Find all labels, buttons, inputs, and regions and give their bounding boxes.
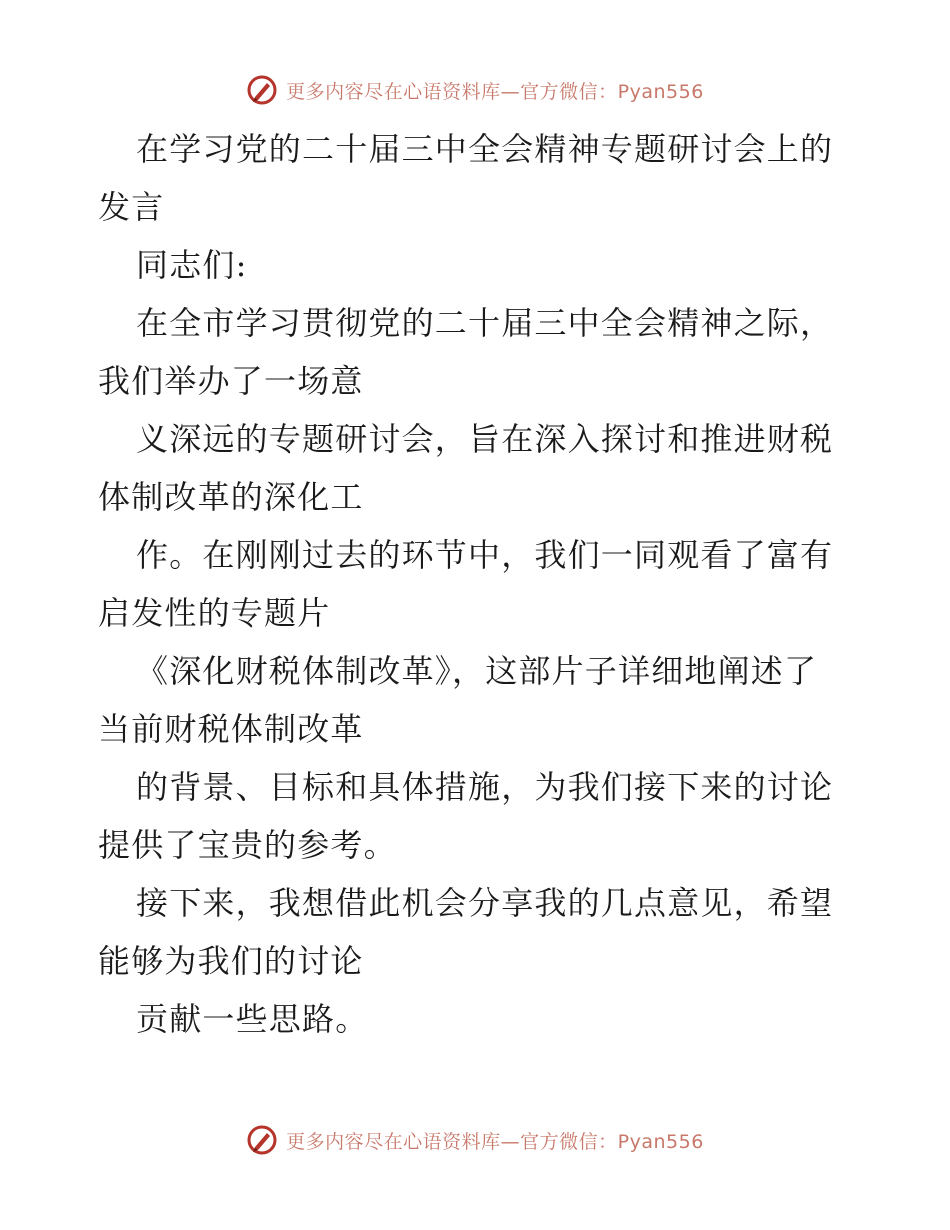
title-line-1: 在学习党的二十届三中全会精神专题研讨会上的 — [136, 130, 834, 168]
paragraph-line: 作。在刚刚过去的环节中，我们一同观看了富有 — [136, 536, 834, 574]
paragraph-line: 提供了宝贵的参考。 — [98, 826, 397, 864]
paragraph-line: 体制改革的深化工 — [98, 478, 364, 516]
paragraph-line: 在全市学习贯彻党的二十届三中全会精神之际， — [136, 304, 834, 342]
document-body — [98, 120, 853, 1048]
paragraph-line: 能够为我们的讨论 — [98, 942, 364, 980]
title-line-2: 发言 — [98, 188, 165, 226]
paragraph-line: 贡献一些思路。 — [136, 1000, 369, 1038]
footer-banner-text: 更多内容尽在心语资料库—官方微信：Pyan556 — [286, 1130, 704, 1153]
paragraph-line: 《深化财税体制改革》，这部片子详细地阐述了 — [136, 652, 818, 690]
paragraph-line: 的背景、目标和具体措施，为我们接下来的讨论 — [136, 768, 834, 806]
pen-logo-icon — [246, 74, 278, 106]
paragraph-line: 我们举办了一场意 — [98, 362, 364, 400]
footer-banner — [0, 1120, 950, 1160]
salutation: 同志们: — [136, 246, 248, 284]
paragraph-line: 当前财税体制改革 — [98, 710, 364, 748]
header-banner-text: 更多内容尽在心语资料库—官方微信：Pyan556 — [286, 80, 704, 103]
paragraph-line: 接下来，我想借此机会分享我的几点意见，希望 — [136, 884, 834, 922]
header-banner — [0, 70, 950, 110]
paragraph-line: 义深远的专题研讨会，旨在深入探讨和推进财税 — [136, 420, 834, 458]
paragraph-line: 启发性的专题片 — [98, 594, 331, 632]
pen-logo-icon — [246, 1124, 278, 1156]
